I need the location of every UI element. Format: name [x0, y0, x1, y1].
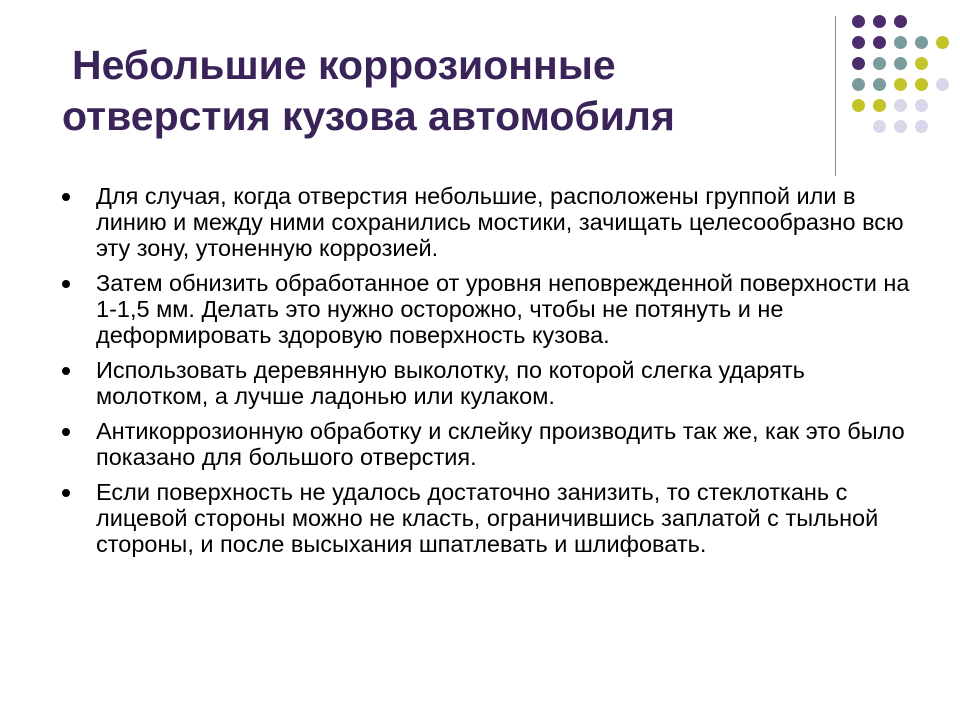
decorative-dot-purple — [873, 36, 886, 49]
decorative-dot-lavender — [894, 120, 907, 133]
bullet-icon — [62, 193, 70, 201]
decorative-dot-lavender — [915, 99, 928, 112]
decorative-dot-teal — [873, 57, 886, 70]
bullet-icon — [62, 280, 70, 288]
bullet-text: Для случая, когда отверстия небольшие, расположены группой или в линию и между ними сохранились мостики, зачищать целесообразно всю эту зону, утоненную коррозией. — [96, 183, 904, 261]
slide-title-line-2: отверстия кузова автомобиля — [62, 93, 675, 139]
bullet-text: Использовать деревянную выколотку, по которой слегка ударять молотком, а лучше ладонью или кулаком. — [96, 357, 805, 409]
decorative-dot-purple — [852, 15, 865, 28]
bullet-list — [60, 183, 910, 566]
decorative-dot-teal — [915, 36, 928, 49]
decorative-dot-olive — [852, 99, 865, 112]
bullet-text: Антикоррозионную обработку и склейку производить так же, как это было показано для большого отверстия. — [96, 418, 905, 470]
bullet-icon — [62, 489, 70, 497]
decorative-dot-olive — [915, 78, 928, 91]
bullet-text: Если поверхность не удалось достаточно занизить, то стеклоткань с лицевой стороны можно не класть, ограничившись заплатой с тыльной стороны, и после высыхания шпатлевать и шлифовать. — [96, 479, 879, 557]
bullet-item — [60, 357, 910, 409]
slide-title-line-1: Небольшие коррозионные — [72, 42, 616, 88]
vertical-divider — [835, 16, 836, 176]
decorative-dot-lavender — [894, 99, 907, 112]
decorative-dot-teal — [873, 78, 886, 91]
bullet-item — [60, 183, 910, 261]
decorative-dot-olive — [894, 78, 907, 91]
decorative-dot-teal — [894, 57, 907, 70]
decorative-dot-olive — [873, 99, 886, 112]
bullet-text: Затем обнизить обработанное от уровня неповрежденной поверхности на 1-1,5 мм. Делать это нужно осторожно, чтобы не потянуть и не деформировать здоровую поверхность кузова. — [96, 270, 910, 348]
decorative-dot-teal — [894, 36, 907, 49]
decorative-dot-olive — [915, 57, 928, 70]
bullet-icon — [62, 428, 70, 436]
slide-title — [62, 40, 822, 142]
decorative-dot-olive — [936, 36, 949, 49]
bullet-item — [60, 479, 910, 557]
bullet-item — [60, 270, 910, 348]
decorative-dot-lavender — [936, 78, 949, 91]
bullet-icon — [62, 367, 70, 375]
decorative-dot-lavender — [915, 120, 928, 133]
decorative-dot-purple — [852, 57, 865, 70]
decorative-dot-lavender — [873, 120, 886, 133]
decorative-dot-purple — [894, 15, 907, 28]
decorative-dot-purple — [873, 15, 886, 28]
decorative-dot-teal — [852, 78, 865, 91]
decorative-dot-purple — [852, 36, 865, 49]
bullet-item — [60, 418, 910, 470]
